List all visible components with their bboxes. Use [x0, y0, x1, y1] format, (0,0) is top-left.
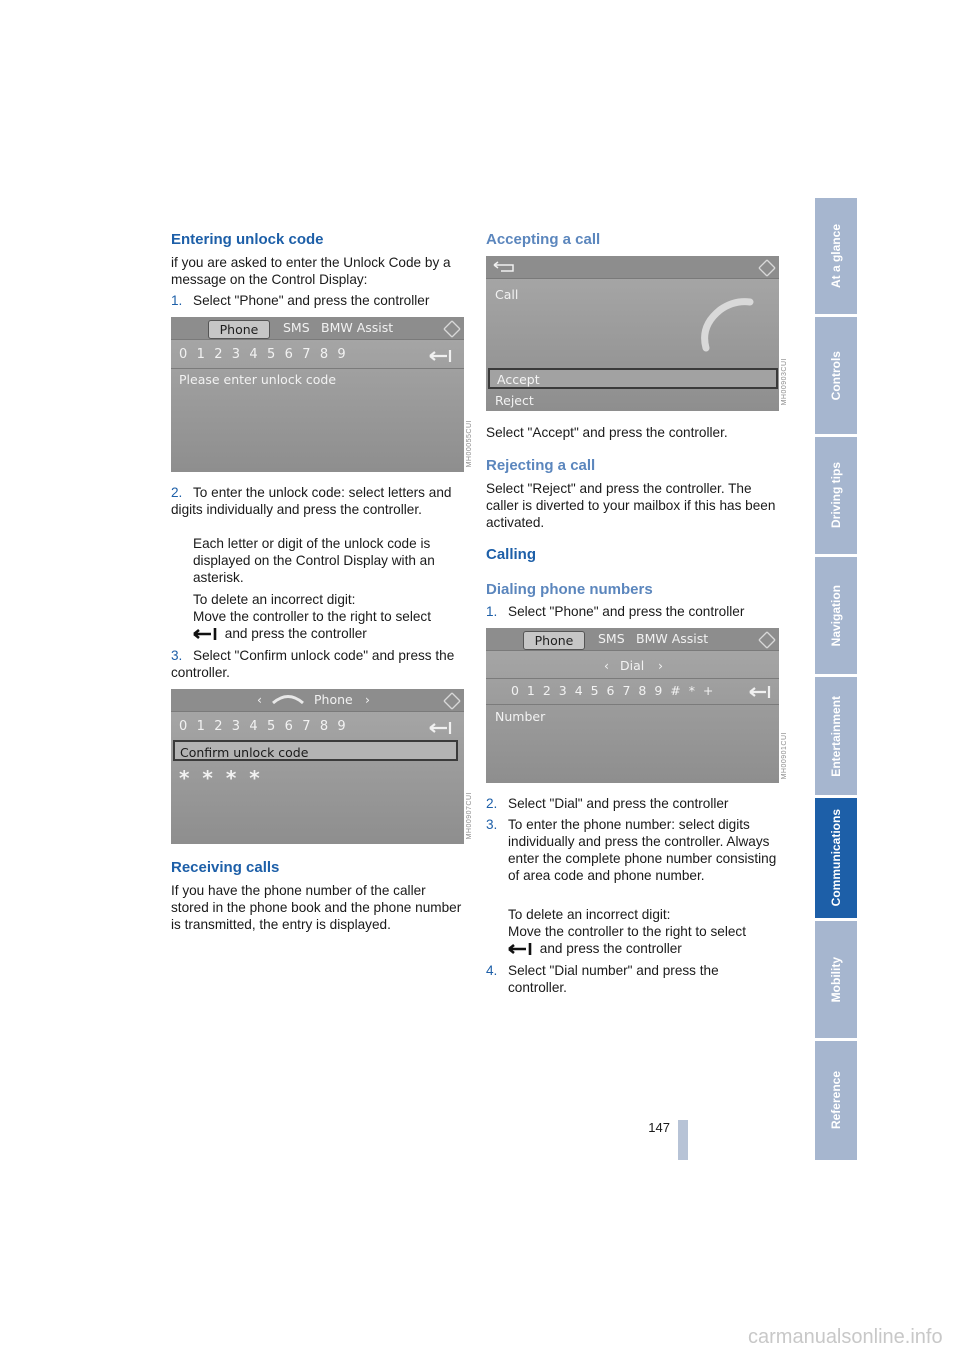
accepting-title: Accepting a call [486, 231, 601, 248]
left-delete-note: To delete an incorrect digit: [193, 592, 356, 607]
controller-arrows-icon [443, 692, 461, 710]
masked-code: * * * * [179, 766, 263, 790]
chevron-left-icon[interactable]: ‹ [604, 658, 609, 673]
tab-sms[interactable]: SMS [598, 631, 625, 646]
figure-code: MH00901CUI [781, 732, 788, 780]
right-step-4: 4. Select "Dial number" and press the controller. [486, 963, 719, 995]
side-tab-communications[interactable]: Communications [815, 798, 857, 918]
digit-row[interactable]: 0 1 2 3 4 5 6 7 8 9 [179, 347, 349, 362]
backspace-icon[interactable] [429, 350, 457, 362]
side-tab-at-a-glance[interactable]: At a glance [815, 198, 857, 314]
backspace-icon [508, 943, 536, 955]
unlock-title: Entering unlock code [171, 231, 324, 248]
side-tab-controls[interactable]: Controls [815, 317, 857, 434]
receiving-text: If you have the phone number of the caller stored in the phone book and the phone number is transmitted, the entry is displayed. [171, 883, 462, 932]
screen-confirm-code [171, 689, 464, 844]
unlock-prompt: Please enter unlock code [179, 372, 337, 387]
digit-row[interactable]: 0 1 2 3 4 5 6 7 8 9 # * + [511, 683, 716, 698]
calling-title: Calling [486, 546, 537, 563]
left-step-3: 3. Select "Confirm unlock code" and press the controller. [171, 648, 455, 680]
tab-phone[interactable]: Phone [208, 320, 270, 339]
tab-bmw-assist[interactable]: BMW Assist [321, 320, 394, 335]
dial-label[interactable]: Dial [620, 658, 645, 673]
handset-icon [698, 296, 756, 354]
backspace-icon[interactable] [749, 686, 775, 698]
chevron-left-icon[interactable]: ‹ [257, 692, 262, 707]
left-step-1: 1. Select "Phone" and press the controller [171, 293, 430, 308]
right-step-2: 2. Select "Dial" and press the controller [486, 796, 729, 811]
chevron-right-icon[interactable]: › [658, 658, 663, 673]
chevron-right-icon[interactable]: › [365, 692, 370, 707]
figure-code: MH00903CUI [781, 358, 788, 406]
controller-arrows-icon [758, 259, 776, 277]
figure-code: MH00907CUI [466, 792, 473, 840]
side-tab-navigation[interactable]: Navigation [815, 557, 857, 674]
screen-incoming-call [486, 256, 779, 411]
handset-icon [271, 694, 305, 706]
back-arrow-icon[interactable] [493, 261, 515, 273]
left-delete-instruction: Move the controller to the right to select and press the controller [193, 609, 432, 641]
receiving-title: Receiving calls [171, 859, 280, 876]
left-step-2-detail: Each letter or digit of the unlock code is displayed on the Control Display with an asterisk. [193, 536, 435, 585]
accepting-text: Select "Accept" and press the controller. [486, 425, 728, 440]
number-label: Number [495, 709, 546, 724]
side-tab-mobility[interactable]: Mobility [815, 921, 857, 1038]
screen-dial [486, 628, 779, 783]
dialing-title: Dialing phone numbers [486, 581, 653, 598]
tab-phone[interactable]: Phone [523, 631, 585, 650]
right-delete-note: To delete an incorrect digit: [508, 907, 671, 922]
right-step-3: 3. To enter the phone number: select digits individually and press the controller. Always enter the complete phone number consisting of area code and phone number. [486, 817, 777, 883]
right-step-1: 1. Select "Phone" and press the controller [486, 604, 745, 619]
backspace-icon[interactable] [429, 722, 457, 734]
figure-code: MH00055CUI [466, 420, 473, 468]
right-delete-instruction: Move the controller to the right to select and press the controller [508, 924, 747, 956]
tab-sms[interactable]: SMS [283, 320, 310, 335]
digit-row[interactable]: 0 1 2 3 4 5 6 7 8 9 [179, 719, 349, 734]
controller-arrows-icon [443, 320, 461, 338]
backspace-icon [193, 628, 221, 640]
confirm-unlock-code-item[interactable]: Confirm unlock code [173, 740, 458, 761]
menu-title-phone: Phone [314, 692, 353, 707]
side-tab-driving-tips[interactable]: Driving tips [815, 437, 857, 554]
side-tab-entertainment[interactable]: Entertainment [815, 677, 857, 795]
page-number: 147 [648, 1120, 670, 1135]
left-step-2: 2. To enter the unlock code: select letters and digits individually and press the controller. [171, 485, 452, 517]
call-label: Call [495, 287, 519, 302]
unlock-intro: if you are asked to enter the Unlock Code by a message on the Control Display: [171, 255, 451, 287]
tab-bmw-assist[interactable]: BMW Assist [636, 631, 709, 646]
watermark: carmanualsonline.info [748, 1326, 943, 1348]
screen-unlock-code [171, 317, 464, 472]
rejecting-title: Rejecting a call [486, 457, 596, 474]
rejecting-text: Select "Reject" and press the controller. The caller is diverted to your mailbox if this has been activated. [486, 481, 776, 530]
page-marker [678, 1120, 688, 1160]
reject-button[interactable]: Reject [495, 393, 534, 408]
side-tab-reference[interactable]: Reference [815, 1041, 857, 1160]
controller-arrows-icon [758, 631, 776, 649]
accept-button[interactable]: Accept [488, 368, 778, 389]
